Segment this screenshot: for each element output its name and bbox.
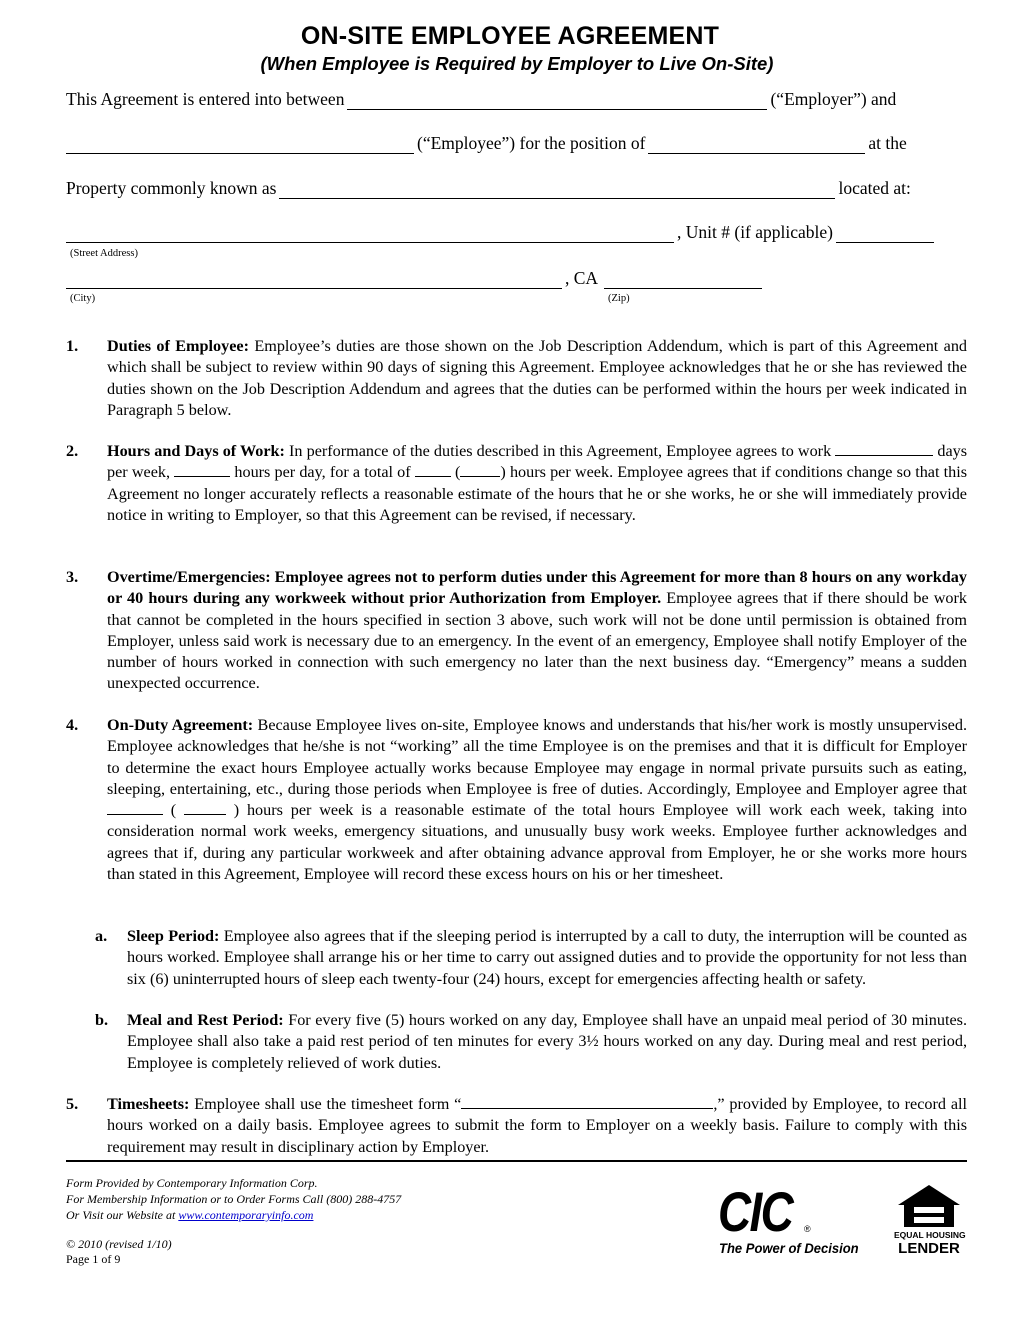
intro-text: , Unit # (if applicable)	[677, 222, 833, 242]
registered-mark: ®	[804, 1224, 811, 1234]
city-caption: (City)	[70, 293, 96, 304]
document-title: ON-SITE EMPLOYEE AGREEMENT	[300, 22, 720, 50]
footer-phone: For Membership Information or to Order Forms Call (800) 288-4757	[66, 1192, 402, 1206]
section-heading: Overtime/Emergencies: Employee agrees not to perform duties under this Agreement for more than 8 hours on any workday or 40 hours during any workweek without prior Authorization from Employer.	[107, 568, 967, 608]
zip-field[interactable]	[604, 271, 762, 289]
intro-text: located at:	[838, 178, 911, 198]
section-timesheets	[66, 1094, 967, 1158]
section-heading: Hours and Days of Work:	[107, 442, 285, 460]
street-address-caption: (Street Address)	[70, 248, 138, 259]
section-sleep-period	[95, 926, 967, 990]
footer-website-label: Or Visit our Website at	[66, 1208, 179, 1222]
unit-number-field[interactable]	[836, 225, 934, 243]
footer-provider: Form Provided by Contemporary Information Corp.	[66, 1176, 318, 1190]
section-text: Because Employee lives on-site, Employee knows and understands that his/her work is mostly unsupervised. Employee acknowledges that he/she is not “working” all the time Employee is on the premises and that it is difficult for Employer to determine the exact hours Employee actually works because Employee may engage in normal private pursuits such as eating, sleeping, entertaining, etc., during those periods when Employee is free of duties. Accordingly, Employee and Employer agree that	[107, 716, 968, 798]
section-heading: Duties of Employee:	[107, 337, 249, 355]
section-text: ) hours per week is a reasonable estimate of the total hours Employee will work each week, taking into consideration normal work weeks, emergency situations, and unusually busy work weeks. Employee further acknowledges and agrees that if, during any particular workweek and after obtaining advance approval from Employer, he or she works more hours than stated in this Agreement, Employee will record these excess hours on his or her timesheet.	[107, 801, 967, 884]
section-number: 2.	[66, 442, 79, 460]
intro-text: (“Employee”) for the position of	[417, 133, 646, 153]
position-field[interactable]	[648, 136, 865, 154]
intro-text: This Agreement is entered into between	[66, 89, 345, 109]
subsection-text: For every five (5) hours worked on any day, Employee shall have an unpaid meal period of 30 minutes. Employee shall also take a paid rest period of ten minutes for every 3½ hours worked on any day. During meal and rest period, Employee is completely relieved of work duties.	[127, 1011, 968, 1072]
section-heading: On-Duty Agreement:	[107, 716, 254, 734]
lender-text: LENDER	[898, 1240, 960, 1257]
subsection-text: Employee also agrees that if the sleeping period is interrupted by a call to duty, the interruption will be counted as hours worked. Employee shall arrange his or her time to carry out assigned duties and to provide the opportunity for not less than six (6) uninterrupted hours of sleep each twenty-four (24) hours, except for emergencies affecting health or safety.	[127, 927, 967, 988]
employer-name-field[interactable]	[347, 92, 767, 110]
estimated-hours-words-field[interactable]	[184, 800, 226, 815]
section-text: Employee’s duties are those shown on the Job Description Addendum, which is part of this Agreement and which shall be subject to review within 90 days of signing this Agreement. Employee acknowledges that he or she has reviewed the duties shown on the Job Description Addendum and agrees that the duties can be performed within the hours per week indicated in Paragraph 5 below.	[107, 337, 968, 419]
section-duties	[66, 336, 967, 421]
section-text: hours per day, for a total of	[234, 463, 411, 482]
cic-logo	[718, 1182, 873, 1262]
timesheet-form-name-field[interactable]	[461, 1094, 713, 1109]
section-text: ) hours per week. Employee agrees that if conditions change so that this Agreement no longer accurately reflects a reasonable estimate of the hours that he or she works, he or she will immediately provide notice in writing to Employer, so that this Agreement can be revised, if necessary.	[107, 463, 968, 524]
section-text: Employee shall use the timesheet form “	[194, 1095, 462, 1113]
street-address-field[interactable]	[66, 225, 674, 243]
intro-line-employee	[66, 133, 962, 154]
website-link[interactable]: www.contemporaryinfo.com	[178, 1208, 314, 1222]
property-name-field[interactable]	[279, 181, 835, 199]
total-hours-field[interactable]	[415, 462, 451, 477]
subsection-letter: b.	[95, 1011, 109, 1029]
section-text: days per week,	[107, 442, 968, 482]
days-per-week-field[interactable]	[835, 441, 933, 456]
subsection-heading: Meal and Rest Period:	[127, 1011, 284, 1029]
subsection-letter: a.	[95, 927, 108, 945]
hours-per-day-field[interactable]	[174, 462, 230, 477]
page-number: Page 1 of 9	[66, 1252, 121, 1266]
section-heading: Timesheets:	[107, 1095, 190, 1113]
section-text: Employee agrees that if there should be work that cannot be completed in the hours specified in section 3 above, such work will not be done until permission is obtained from Employer, unless said work is necessary due to an emergency. In the event of an emergency, Employee shall notify Employer of the number of hours worked in connection with such emergency no later than the next business day. “Emergency” means a sudden unexpected occurrence.	[107, 589, 967, 693]
total-hours-words-field[interactable]	[460, 462, 500, 477]
estimated-hours-field[interactable]	[107, 800, 163, 815]
zip-caption: (Zip)	[608, 293, 630, 304]
section-meal-rest	[95, 1010, 967, 1074]
section-text: (	[455, 463, 461, 482]
intro-line-city	[66, 268, 962, 289]
intro-text: (“Employer”) and	[770, 89, 897, 109]
equal-housing-lender-logo	[894, 1183, 964, 1263]
employee-name-field[interactable]	[66, 136, 414, 154]
section-number: 5.	[66, 1095, 79, 1113]
section-number: 1.	[66, 337, 79, 355]
section-text: In performance of the duties described in this Agreement, Employee agrees to work	[289, 442, 832, 460]
intro-line-employer	[66, 89, 962, 110]
equal-housing-house-icon	[894, 1183, 964, 1229]
section-hours	[66, 441, 967, 526]
section-number: 4.	[66, 716, 79, 734]
intro-text: Property commonly known as	[66, 178, 277, 198]
city-field[interactable]	[66, 271, 562, 289]
footer-website-line	[66, 1208, 313, 1223]
intro-line-property	[66, 178, 962, 199]
section-text: (	[170, 801, 177, 820]
intro-text: at the	[868, 133, 907, 153]
footer-divider	[66, 1160, 967, 1162]
cic-tagline: The Power of Decision	[719, 1240, 859, 1256]
cic-logo-text: CIC	[718, 1180, 793, 1243]
subsection-heading: Sleep Period:	[127, 927, 220, 945]
equal-housing-text: EQUAL HOUSING	[894, 1230, 966, 1240]
section-text: ,” provided by Employee, to record all hours worked on a daily basis. Employee agrees to submit the form to Employer on a weekly basis. Failure to comply with this requirement may result in disciplinary action by Employer.	[107, 1095, 967, 1156]
section-overtime	[66, 567, 967, 695]
intro-text: , CA	[565, 268, 599, 288]
intro-line-address	[66, 222, 962, 243]
footer-copyright: © 2010 (revised 1/10)	[66, 1237, 172, 1251]
document-subtitle: (When Employee is Required by Employer to Live On-Site)	[260, 53, 774, 74]
section-number: 3.	[66, 568, 79, 586]
section-on-duty	[66, 715, 967, 885]
